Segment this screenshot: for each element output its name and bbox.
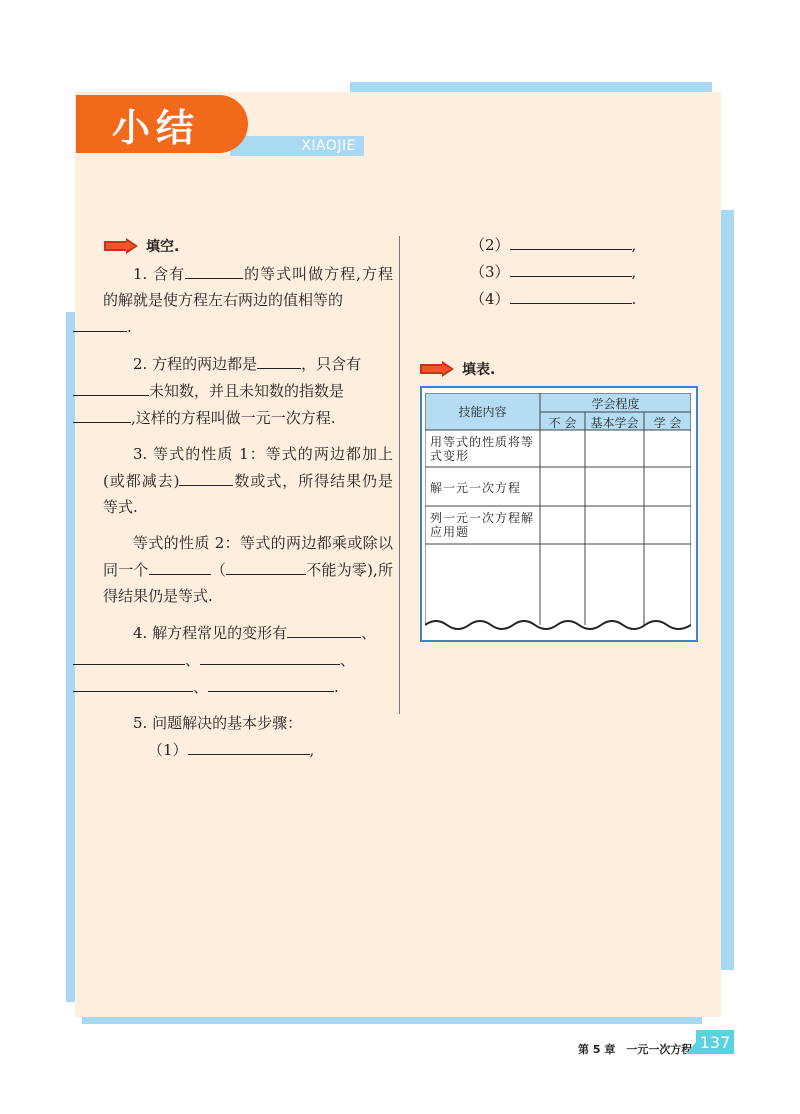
question-2 <box>103 350 393 431</box>
blank[interactable] <box>73 313 127 332</box>
header-level-basic: 基本学会 <box>590 416 639 430</box>
question-1-text-b: 的等式叫做方程,方程的解就是使方程左右两边的值相等的 <box>103 265 393 309</box>
step-end: , <box>309 741 315 759</box>
blank[interactable] <box>510 285 632 304</box>
step-number: （2） <box>470 236 510 254</box>
blank[interactable] <box>73 673 193 692</box>
blank[interactable] <box>287 619 361 638</box>
steps-continued <box>470 231 636 312</box>
question-3-property-2 <box>103 530 393 609</box>
page-number: 137 <box>696 1030 734 1054</box>
step-2 <box>470 231 636 258</box>
question-4-sep: 、 <box>185 651 201 669</box>
section-fill-header <box>104 236 179 256</box>
question-2-text-a: 2. 方程的两边都是 <box>133 355 258 373</box>
step-number: （4） <box>470 290 510 308</box>
question-4 <box>103 619 393 700</box>
question-4-sep: 、 <box>361 624 377 642</box>
section-table-label: 填表. <box>462 362 496 378</box>
header-level-not: 不 会 <box>548 416 577 430</box>
step-end: , <box>631 236 637 254</box>
arrow-right-icon <box>420 361 454 377</box>
blank[interactable] <box>226 556 306 575</box>
question-2-text-c: 未知数，并且未知数的指数是 <box>149 382 345 400</box>
question-4-text-a: 4. 解方程常见的变形有 <box>133 624 288 642</box>
header-level: 学会程度 <box>591 397 640 411</box>
question-2-text-b: ，只含有 <box>301 355 362 373</box>
question-4-sep: 、 <box>340 651 356 669</box>
arrow-right-icon <box>104 238 138 254</box>
question-3 <box>103 441 393 520</box>
blank[interactable] <box>510 231 632 250</box>
question-3-text-b: 数或式，所得结果仍是等式. <box>103 472 393 516</box>
page-tab-notch <box>686 1042 696 1054</box>
header-level-full: 学 会 <box>653 416 682 430</box>
blank[interactable] <box>73 404 131 423</box>
step-number: （3） <box>470 263 510 281</box>
page-title: 小结 <box>112 105 201 150</box>
question-2-text-d: ,这样的方程叫做一元一次方程. <box>131 409 336 427</box>
blank[interactable] <box>510 258 632 277</box>
column-divider <box>399 236 400 714</box>
table-row-skill-2: 解一元一次方程 <box>430 481 522 495</box>
chapter-footer: 第 5 章 一元一次方程 <box>578 1043 693 1056</box>
step-end: , <box>631 263 637 281</box>
blank[interactable] <box>208 673 334 692</box>
blank[interactable] <box>185 260 243 279</box>
step-end: . <box>631 290 637 308</box>
blank[interactable] <box>200 646 340 665</box>
blank[interactable] <box>257 350 301 369</box>
question-3b-text-c: 不能为零),所得结果仍是等式. <box>103 561 393 605</box>
blank[interactable] <box>179 467 233 486</box>
question-3-text-a: 3. 等式的性质 1：等式的两边都加上(或都减去) <box>103 445 393 490</box>
question-3b-text-b: （ <box>210 561 227 579</box>
fill-questions <box>103 260 393 763</box>
title-tab <box>76 95 248 153</box>
subtitle-bar <box>230 136 364 156</box>
question-1-text-c: . <box>127 318 132 336</box>
section-table-header <box>420 359 495 379</box>
blank[interactable] <box>73 377 149 396</box>
table-row-skill-1: 用等式的性质将等式变形 <box>430 435 535 463</box>
section-fill-label: 填空. <box>146 239 180 255</box>
question-4-sep: 、 <box>193 678 209 696</box>
question-5 <box>103 710 393 736</box>
page-subtitle: XIAOJIE <box>301 138 356 154</box>
table-row-skill-3: 列一元一次方程解应用题 <box>430 511 535 539</box>
blank[interactable] <box>188 736 310 755</box>
blank[interactable] <box>73 646 185 665</box>
question-1 <box>103 260 393 340</box>
blank[interactable] <box>149 556 211 575</box>
step-3 <box>470 258 636 285</box>
step-1 <box>103 736 393 763</box>
step-number: （1） <box>148 741 188 759</box>
header-skill: 技能内容 <box>458 405 507 419</box>
skills-table <box>425 393 691 628</box>
decor-stripe-right <box>720 210 734 970</box>
step-4 <box>470 285 636 312</box>
question-4-end: . <box>334 678 339 696</box>
question-1-text-a: 1. 含有 <box>133 265 186 283</box>
question-5-text: 5. 问题解决的基本步骤： <box>133 714 303 732</box>
question-3b-text-a: 等式的性质 2：等式的两边都乘或除以同一个 <box>103 534 393 579</box>
